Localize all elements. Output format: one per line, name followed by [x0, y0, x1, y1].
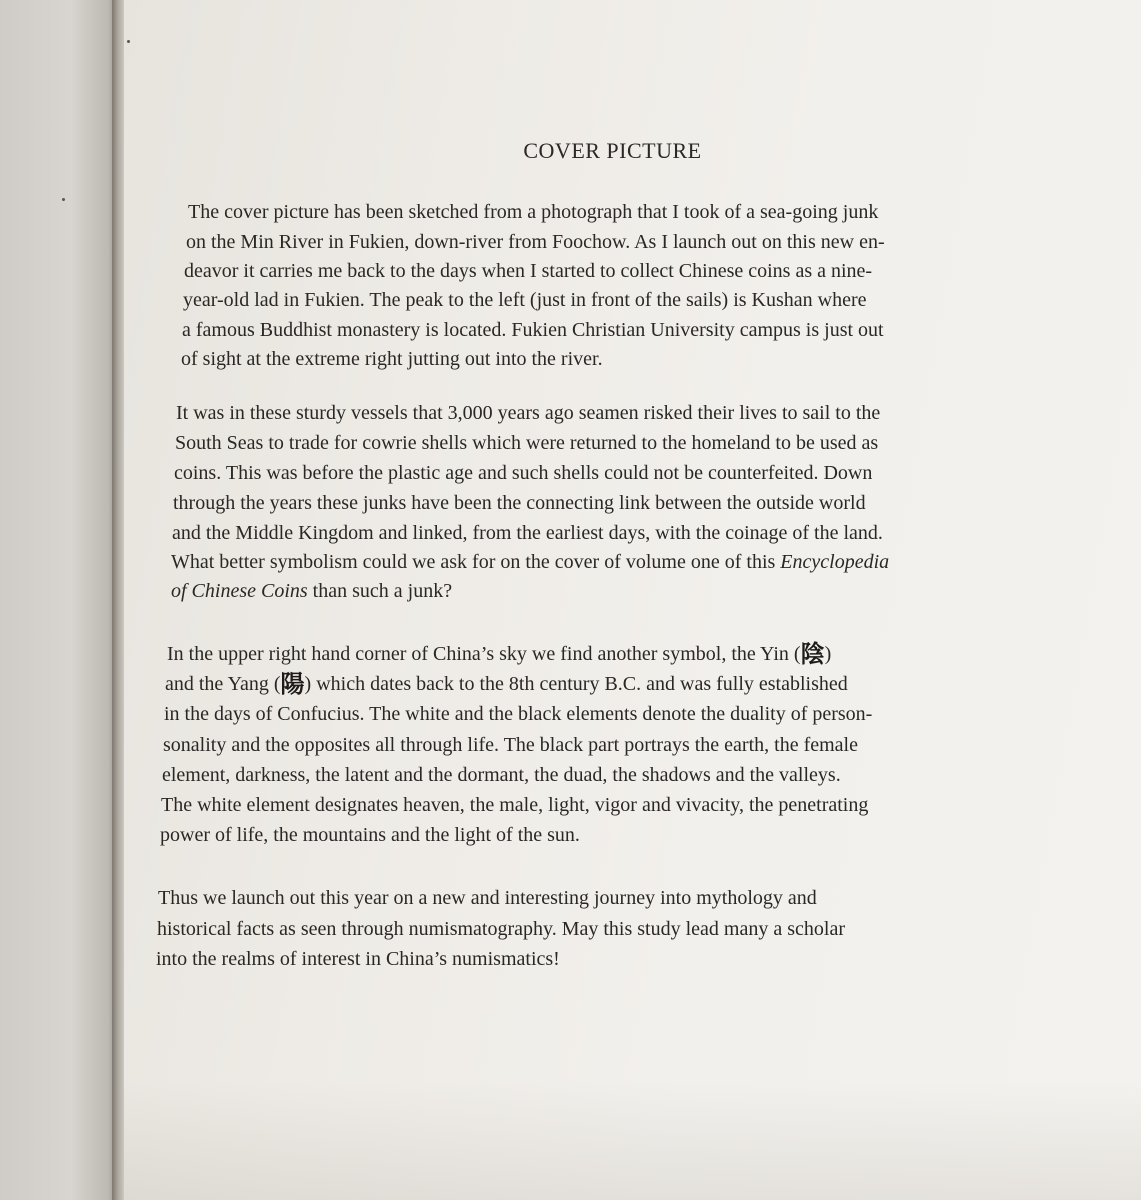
page-shadow — [124, 1080, 1141, 1200]
paragraph-2-line — [171, 550, 1031, 574]
paragraph-4-line: Thus we launch out this year on a new and interesting journey into mythology and — [158, 887, 817, 909]
paragraph-3-line — [165, 672, 1055, 696]
paragraph-2-line: through the years these junks have been the connecting link between the outside world — [173, 492, 866, 514]
paragraph-2-line: It was in these sturdy vessels that 3,000 years ago seamen risked their lives to sail to the — [176, 402, 881, 424]
yang-character: 陽 — [280, 670, 305, 698]
paragraph-3-text: ) — [824, 643, 832, 665]
yin-character: 陰 — [800, 640, 825, 668]
paragraph-2-line: and the Middle Kingdom and linked, from the earliest days, with the coinage of the land. — [172, 522, 883, 544]
paragraph-4-line: into the realms of interest in China’s numismatics! — [156, 948, 560, 970]
paragraph-3-line — [167, 642, 1047, 666]
paragraph-3-text: In the upper right hand corner of China’s sky we find another symbol, the Yin ( — [167, 643, 801, 665]
paragraph-3-line: sonality and the opposites all through life. The black part portrays the earth, the female — [163, 734, 858, 756]
paragraph-2-text: What better symbolism could we ask for on the cover of volume one of this — [171, 551, 781, 573]
paragraph-1-line: on the Min River in Fukien, down-river from Foochow. As I launch out on this new en- — [186, 231, 885, 253]
book-title-italic: of Chinese Coins — [171, 580, 308, 602]
paragraph-4-line: historical facts as seen through numismatography. May this study lead many a scholar — [157, 918, 845, 940]
paragraph-1-line: deavor it carries me back to the days when I started to collect Chinese coins as a nine- — [184, 260, 873, 282]
paragraph-3-line: power of life, the mountains and the light of the sun. — [160, 824, 580, 846]
book-title-italic: Encyclopedia — [780, 551, 890, 573]
paragraph-2-line — [171, 579, 1021, 603]
paragraph-2-text: than such a junk? — [307, 580, 453, 602]
paragraph-3-text: ) which dates back to the 8th century B.C. and was fully established — [304, 673, 848, 695]
paragraph-2-line: coins. This was before the plastic age and such shells could not be counterfeited. Down — [174, 462, 873, 484]
paragraph-3-line: The white element designates heaven, the male, light, vigor and vivacity, the penetrating — [161, 794, 869, 816]
paragraph-1-line: year-old lad in Fukien. The peak to the left (just in front of the sails) is Kushan where — [183, 289, 867, 311]
adjacent-page-edge — [0, 0, 118, 1200]
paragraph-3-line: in the days of Confucius. The white and the black elements denote the duality of person- — [164, 703, 873, 725]
paragraph-1-line: of sight at the extreme right jutting out into the river. — [181, 348, 603, 370]
paragraph-1-line: a famous Buddhist monastery is located. Fukien Christian University campus is just out — [182, 319, 884, 341]
paper-speck — [62, 198, 65, 201]
page-title: COVER PICTURE — [523, 138, 702, 163]
paragraph-1-line: The cover picture has been sketched from a photograph that I took of a sea-going junk — [188, 201, 879, 223]
paper-speck — [127, 40, 130, 43]
paragraph-2-line: South Seas to trade for cowrie shells which were returned to the homeland to be used as — [175, 432, 879, 454]
paragraph-3-line: element, darkness, the latent and the dormant, the duad, the shadows and the valleys. — [162, 764, 841, 786]
paragraph-3-text: and the Yang ( — [165, 673, 281, 695]
